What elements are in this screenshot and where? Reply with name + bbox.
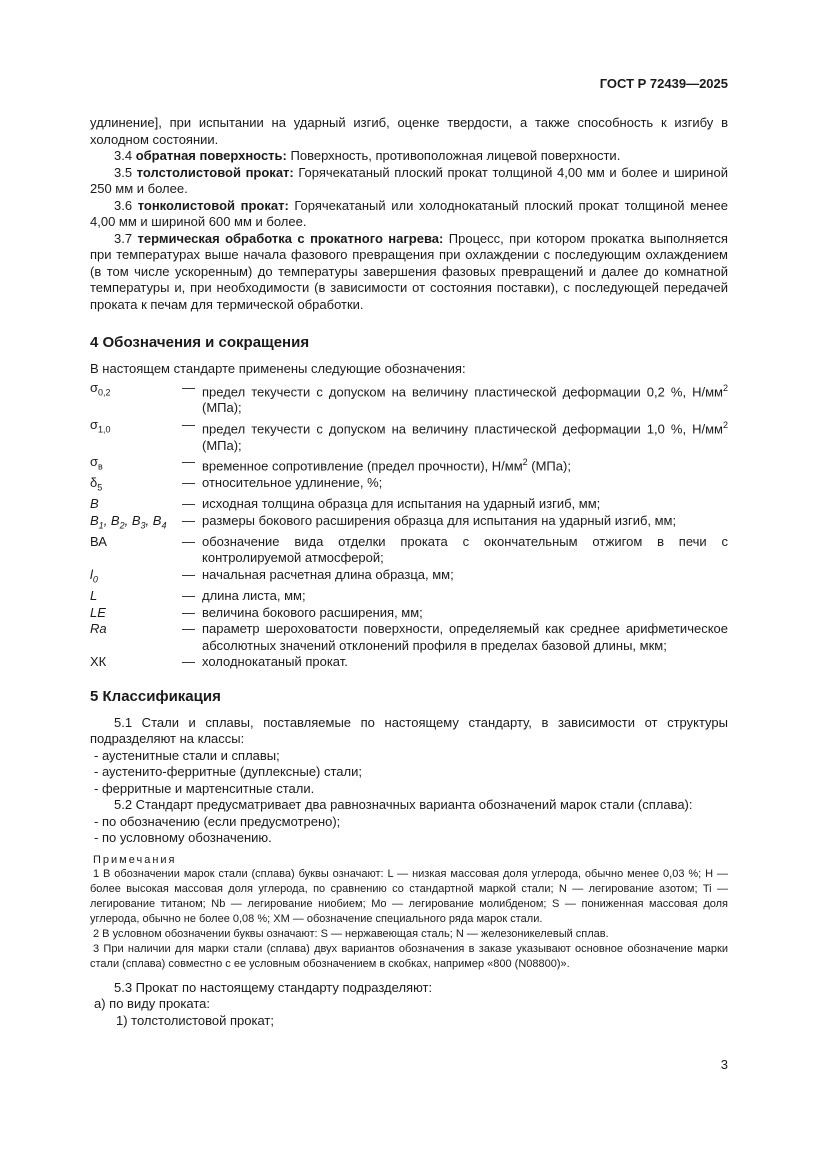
dash: — <box>182 621 195 637</box>
definition-term: обратная поверхность: <box>135 148 287 163</box>
symbol-description: холоднокатаный прокат. <box>202 654 348 670</box>
symbol-row <box>90 475 728 496</box>
spacer <box>90 972 728 980</box>
definition-3-6 <box>90 198 728 231</box>
symbol-row <box>90 534 728 567</box>
definition-term: тонколистовой прокат: <box>137 197 289 213</box>
symbol: $\sigma_{0,2}$ <box>90 379 111 398</box>
variant-item: - по обозначению (если предусмотрено); <box>94 813 341 829</box>
dash: — <box>182 416 195 432</box>
class-item: - аустенитные стали и сплавы; <box>94 747 280 763</box>
continued-paragraph: удлинение], при испытании на ударный изгиб, оценке твердости, а также способность к изгибу в холодном состоянии. <box>90 115 728 147</box>
symbol: $B_1$, $B_2$, $B_3$, $B_4$ <box>90 512 167 531</box>
dash: — <box>182 654 195 670</box>
symbol-row <box>90 496 728 513</box>
notes-heading: Примечания <box>93 853 177 866</box>
dash: — <box>182 533 195 549</box>
symbol-row <box>90 654 728 671</box>
class-item: - аустенито-ферритные (дуплексные) стали; <box>94 764 362 780</box>
section-4-title: 4 Обозначения и сокращения <box>90 334 310 351</box>
symbol-description: начальная расчетная длина образца, мм; <box>202 566 454 582</box>
definition-term: термическая обработка с прокатного нагрева: <box>137 230 444 246</box>
symbol-description: величина бокового расширения, мм; <box>202 604 423 620</box>
dash: — <box>182 512 195 528</box>
definition-text: Поверхность, противоположная лицевой поверхности. <box>290 148 621 163</box>
symbol-description: временное сопротивление (предел прочности), $Н/мм^2$ (МПа); <box>202 457 571 474</box>
section-5-title: 5 Классификация <box>90 687 221 705</box>
dash: — <box>182 604 195 620</box>
dash: — <box>182 496 195 512</box>
symbol: B <box>90 496 99 512</box>
definition-number: 3.6 <box>114 197 133 213</box>
dash: — <box>182 379 195 395</box>
variant-item: - по условному обозначению. <box>94 830 272 846</box>
paragraph-5-2: 5.2 Стандарт предусматривает два равнозначных варианта обозначений марок стали (сплава): <box>114 797 693 813</box>
symbol-row <box>90 621 728 654</box>
dash: — <box>182 454 195 470</box>
symbol-row <box>90 605 728 622</box>
dash: — <box>182 475 195 491</box>
paragraph-5-3: 5.3 Прокат по настоящему стандарту подразделяют: <box>114 979 433 995</box>
note-1: 1 В обозначении марок стали (сплава) буквы означают: L — низкая массовая доля углерода, обычно менее 0,03 %; H — более высокая массовая доля углерода, по сравнению со стандартной маркой стали; N — легирование азотом; Ti — легирование титаном; Nb — легирование ниобием; Mo — легирование молибденом; S — пониженная массовая доля углерода, обычно не более 0,08 %; XM — обозначение специального ряда марок стали. <box>90 867 728 925</box>
definition-text: Горячекатаный или холоднокатаный плоский прокат толщиной менее 4,00 мм и шириной 600 мм и более. <box>90 197 728 229</box>
symbol: Ra <box>90 621 107 637</box>
symbol-description: размеры бокового расширения образца для испытания на ударный изгиб, мм; <box>202 512 677 528</box>
definition-text: Процесс, при котором прокатка выполняется при температурах выше начала фазового превращения при охлаждении с последующим охлаждением (в том числе ускоренным) до температуры завершения фазовых превращений и далее до комнатной температуры и, при необходимости (в зависимости от состояния поставки), с последующей передачей проката к печам для термической обработки. <box>90 230 728 312</box>
document-id-header: ГОСТ Р 72439—2025 <box>599 76 728 91</box>
definition-3-7 <box>90 231 728 314</box>
symbol-row <box>90 454 728 475</box>
paragraph-5-1: 5.1 Стали и сплавы, поставляемые по настоящему стандарту, в зависимости от структуры подразделяют на классы: <box>90 714 728 747</box>
class-item: - ферритные и мартенситные стали. <box>94 780 315 796</box>
paragraph-5-3-a: а) по виду проката: <box>94 996 210 1012</box>
symbol-row <box>90 588 728 605</box>
definition-3-4 <box>90 148 728 165</box>
definition-3-5 <box>90 165 728 198</box>
page-number: 3 <box>720 1057 728 1072</box>
symbol: ВА <box>90 533 107 549</box>
symbol-description: длина листа, мм; <box>202 588 306 604</box>
symbol-row <box>90 417 728 454</box>
symbol-description: относительное удлинение, %; <box>202 475 383 491</box>
symbol-description: исходная толщина образца для испытания на ударный изгиб, мм; <box>202 496 601 512</box>
page-content <box>90 115 728 1029</box>
note-3: 3 При наличии для марки стали (сплава) двух вариантов обозначения в заказе указывают основное обозначение марки стали (сплава) совместно с ее условным обозначением в скобках, например «800 (N08800)». <box>90 942 728 970</box>
symbol: $\sigma_{1,0}$ <box>90 416 111 435</box>
definition-number: 3.7 <box>114 230 133 246</box>
definition-number: 3.5 <box>114 164 133 180</box>
symbol-row <box>90 513 728 534</box>
note-2: 2 В условном обозначении буквы означают: S — нержавеющая сталь; N — железоникелевый сплав. <box>93 927 609 940</box>
symbols-list <box>90 380 728 671</box>
symbol-description: обозначение вида отделки проката с окончательным отжигом в печи с контролируемой атмосферой; <box>202 533 728 566</box>
symbol: LE <box>90 604 106 620</box>
definition-term: толстолистовой прокат: <box>136 164 294 180</box>
symbol: ХК <box>90 654 107 670</box>
symbol: L <box>90 588 98 604</box>
symbol-row <box>90 567 728 588</box>
symbol-description: предел текучести с допуском на величину пластической деформации 1,0 %, $Н/мм^2$ (МПа); <box>202 419 728 453</box>
symbol-description: параметр шероховатости поверхности, определяемый как среднее арифметическое абсолютных значений отклонений профиля в пределах базовой длины, мкм; <box>202 621 728 653</box>
symbol-row <box>90 380 728 417</box>
section-4-intro: В настоящем стандарте применены следующие обозначения: <box>90 361 466 376</box>
dash: — <box>182 588 195 604</box>
symbol: $l_0$ <box>90 566 98 585</box>
definition-text: Горячекатаный плоский прокат толщиной 4,00 мм и более и шириной 250 мм и более. <box>90 164 728 196</box>
symbol: $\delta_5$ <box>90 475 103 493</box>
paragraph-5-3-a-1: 1) толстолистовой прокат; <box>116 1012 274 1028</box>
symbol-description: предел текучести с допуском на величину пластической деформации 0,2 %, $Н/мм^2$ (МПа); <box>202 382 728 416</box>
dash: — <box>182 566 195 582</box>
symbol: $\sigma_в$ <box>90 454 103 472</box>
definition-number: 3.4 <box>114 148 133 163</box>
